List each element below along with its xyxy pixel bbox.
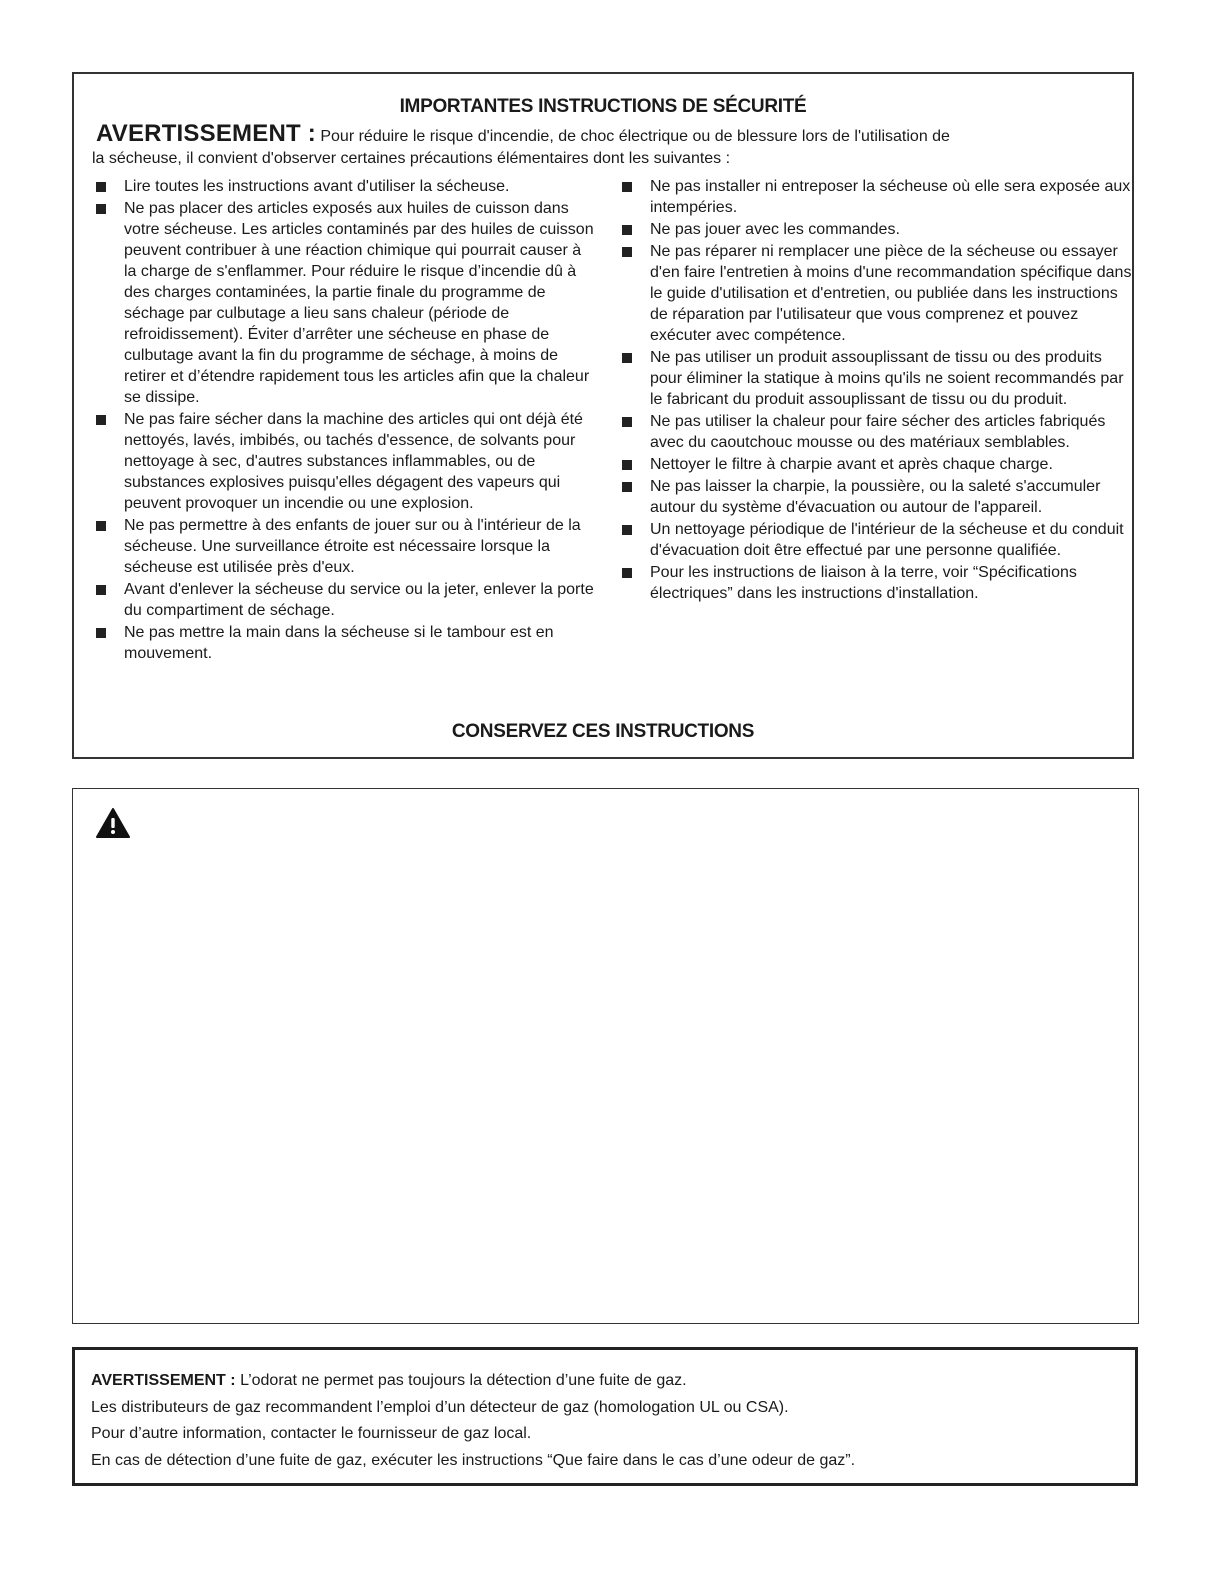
gas-warning-line: Les distributeurs de gaz recommandent l’emploi d’un détecteur de gaz (homologation UL ou CSA). xyxy=(91,1398,789,1416)
hazard-warning-box xyxy=(72,788,1139,1324)
bullet-square-icon xyxy=(622,482,632,492)
bullet-square-icon xyxy=(622,225,632,235)
list-item: Ne pas utiliser la chaleur pour faire sécher des articles fabriqués avec du caoutchouc mousse ou des matériaux semblables. xyxy=(622,411,1132,453)
bullet-square-icon xyxy=(96,204,106,214)
list-item: Ne pas faire sécher dans la machine des articles qui ont déjà été nettoyés, lavés, imbibés, ou tachés d'essence, de solvants pour nettoyage à sec, d'autres substances inflammables, ou de substances explosives puisqu'elles dégagent des vapeurs qui peuvent provoquer un incendie ou une explosion. xyxy=(96,409,596,514)
gas-warning-line: AVERTISSEMENT : L’odorat ne permet pas toujours la détection d’une fuite de gaz. xyxy=(91,1372,687,1389)
list-item: Ne pas placer des articles exposés aux huiles de cuisson dans votre sécheuse. Les articles contaminés par des huiles de cuisson peuvent contribuer à une réaction chimique qui pourrait causer à la charge de s'enflammer. Pour réduire le risque d’incendie dû à des charges contaminées, la partie finale du programme de séchage par culbutage a lieu sans chaleur (période de refroidissement). Éviter d’arrêter une sécheuse en phase de culbutage avant la fin du programme de séchage, à moins de retirer et d’étendre rapidement tous les articles afin que la chaleur se dissipe. xyxy=(96,198,596,408)
gas-warning-text xyxy=(91,1368,855,1474)
bullet-square-icon xyxy=(622,182,632,192)
list-item: Avant d'enlever la sécheuse du service ou la jeter, enlever la porte du compartiment de séchage. xyxy=(96,579,596,621)
warning-word: AVERTISSEMENT : xyxy=(96,120,316,147)
safety-instructions-box xyxy=(72,72,1134,759)
left-instruction-list xyxy=(96,176,596,665)
gas-leak-warning-box xyxy=(72,1347,1138,1486)
save-instructions-footer: CONSERVEZ CES INSTRUCTIONS xyxy=(451,721,755,742)
bullet-square-icon xyxy=(96,182,106,192)
gas-warning-line: En cas de détection d’une fuite de gaz, exécuter les instructions “Que faire dans le cas d’une odeur de gaz”. xyxy=(91,1451,856,1469)
safety-title: IMPORTANTES INSTRUCTIONS DE SÉCURITÉ xyxy=(399,96,807,117)
bullet-square-icon xyxy=(96,415,106,425)
intro-text-2: la sécheuse, il convient d'observer certaines précautions élémentaires dont les suivantes : xyxy=(92,150,731,167)
bullet-square-icon xyxy=(622,525,632,535)
list-item: Ne pas permettre à des enfants de jouer sur ou à l'intérieur de la sécheuse. Une surveillance étroite est nécessaire lorsque la sécheuse est utilisée près d'eux. xyxy=(96,515,596,578)
warning-triangle-icon xyxy=(95,807,131,839)
list-item: Nettoyer le filtre à charpie avant et après chaque charge. xyxy=(622,454,1132,475)
bullet-square-icon xyxy=(622,353,632,363)
list-item: Pour les instructions de liaison à la terre, voir “Spécifications électriques” dans les instructions d'installation. xyxy=(622,562,1132,604)
list-item: Ne pas jouer avec les commandes. xyxy=(622,219,1132,240)
list-item: Lire toutes les instructions avant d'utiliser la sécheuse. xyxy=(96,176,596,197)
safety-intro xyxy=(92,120,1116,170)
list-item: Ne pas installer ni entreposer la sécheuse où elle sera exposée aux intempéries. xyxy=(622,176,1132,218)
intro-text-1: Pour réduire le risque d'incendie, de choc électrique ou de blessure lors de l'utilisation de xyxy=(320,128,950,145)
gas-warning-line: Pour d’autre information, contacter le fournisseur de gaz local. xyxy=(91,1425,532,1442)
bullet-square-icon xyxy=(622,247,632,257)
bullet-square-icon xyxy=(622,460,632,470)
list-item: Ne pas mettre la main dans la sécheuse si le tambour est en mouvement. xyxy=(96,622,596,664)
bullet-square-icon xyxy=(622,568,632,578)
bullet-square-icon xyxy=(96,628,106,638)
bullet-square-icon xyxy=(96,585,106,595)
bullet-square-icon xyxy=(622,417,632,427)
gas-warning-label: AVERTISSEMENT : xyxy=(91,1372,236,1389)
list-item: Ne pas réparer ni remplacer une pièce de la sécheuse ou essayer d'en faire l'entretien à moins d'une recommandation spécifique dans le guide d'utilisation et d'entretien, ou publiée dans les instructions de réparation par l'utilisateur que vous comprenez et pouvez exécuter avec compétence. xyxy=(622,241,1132,346)
list-item: Ne pas utiliser un produit assouplissant de tissu ou des produits pour éliminer la statique à moins qu'ils ne soient recommandés par le fabricant du produit assouplissant de tissu ou du produit. xyxy=(622,347,1132,410)
list-item: Ne pas laisser la charpie, la poussière, ou la saleté s'accumuler autour du système d'évacuation ou autour de l'appareil. xyxy=(622,476,1132,518)
list-item: Un nettoyage périodique de l'intérieur de la sécheuse et du conduit d'évacuation doit être effectué par une personne qualifiée. xyxy=(622,519,1132,561)
right-instruction-list xyxy=(622,176,1132,605)
bullet-square-icon xyxy=(96,521,106,531)
